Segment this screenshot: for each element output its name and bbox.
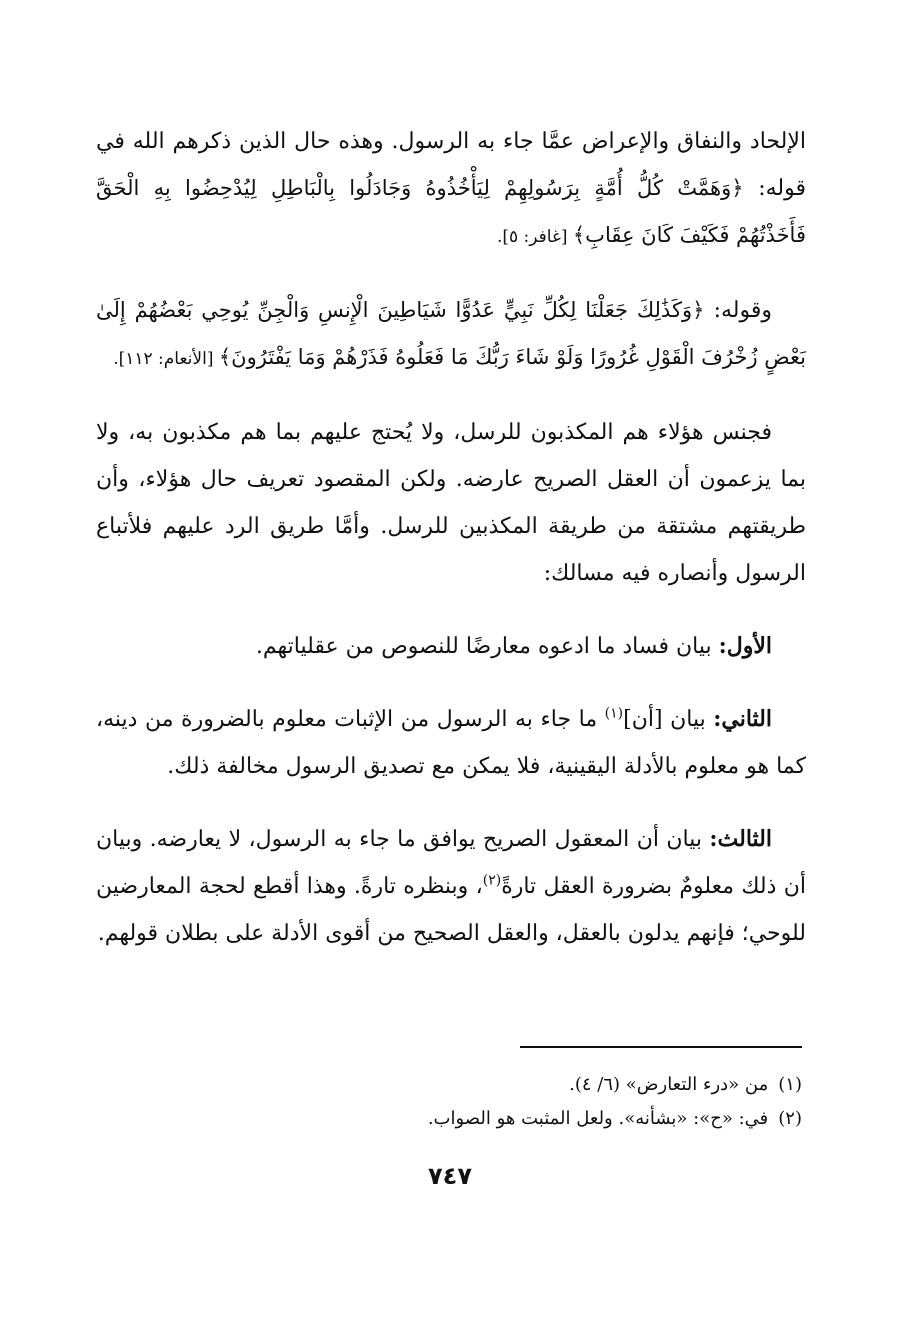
quran-verse-ghafir: ﴿وَهَمَّتْ كُلُّ أُمَّةٍ بِرَسُولِهِمْ لِيَأْخُذُوهُ وَجَادَلُوا بِالْبَاطِلِ لِيُدْحِضُوا بِهِ الْحَقَّ فَأَخَذْتُهُمْ فَكَيْفَ كَانَ عِقَابِ﴾	[96, 176, 806, 247]
paragraph-first-approach	[96, 623, 806, 670]
first-approach-text: بيان فساد ما ادعوه معارضًا للنصوص من عقلياتهم.	[255, 634, 719, 659]
paragraph-3	[96, 409, 806, 597]
second-approach-text-a: بيان [أن]	[623, 707, 714, 732]
paragraph-third-approach	[96, 816, 806, 957]
page-body	[96, 118, 806, 983]
third-approach-text-a: بيان أن المعقول الصريح يوافق ما جاء به الرسول، لا يعارضه. وبيان أن ذلك معلومٌ بضرورة العقل تارةً	[96, 827, 806, 899]
footnote-1-text: من «درء التعارض» (٦/ ٤).	[569, 1074, 769, 1095]
footnotes	[96, 1068, 802, 1136]
paragraph-2	[96, 287, 806, 383]
verse-reference-ghafir: [غافر: ٥].	[496, 227, 573, 247]
footnote-2	[96, 1102, 802, 1136]
paragraph-2-intro: وقوله:	[704, 298, 772, 323]
third-approach-lead: الثالث:	[709, 826, 772, 852]
paragraph-1-intro: الإلحاد والنفاق والإعراض عمَّا جاء به الرسول. وهذه حال الذين ذكرهم الله في قوله:	[96, 129, 806, 201]
paragraph-1	[96, 118, 806, 261]
footnote-2-number: (٢)	[778, 1108, 802, 1129]
second-approach-text-b: ما جاء به الرسول من الإثبات معلوم بالضرورة من دينه، كما هو معلوم بالأدلة اليقينية، فلا يمكن مع تصديق الرسول مخالفة ذلك.	[96, 707, 806, 779]
third-approach-text-b: ، وبنظره تارةً. وهذا أقطع لحجة المعارضين للوحي؛ فإنهم يدلون بالعقل، والعقل الصحيح من أقوى الأدلة على بطلان قولهم.	[96, 874, 806, 946]
second-approach-lead: الثاني:	[713, 706, 772, 732]
footnote-marker-2[interactable]: (٢)	[482, 872, 502, 889]
paragraph-second-approach	[96, 696, 806, 790]
footnote-1-number: (١)	[778, 1074, 802, 1095]
footnote-marker-1[interactable]: (١)	[604, 705, 624, 722]
paragraph-3-text: فجنس هؤلاء هم المكذبون للرسل، ولا يُحتج عليهم بما هم مكذبون به، ولا بما يزعمون أن العقل الصريح عارضه. ولكن المقصود تعريف حال هؤلاء، وأن طريقتهم مشتقة من طريقة المكذبين للرسل. وأمَّا طريق الرد عليهم فلأتباع الرسول وأنصاره فيه مسالك:	[96, 420, 806, 586]
quran-verse-anam: ﴿وَكَذَٰلِكَ جَعَلْنَا لِكُلِّ نَبِيٍّ عَدُوًّا شَيَاطِينَ الْإِنسِ وَالْجِنِّ يُوحِي بَعْضُهُمْ إِلَىٰ بَعْضٍ زُخْرُفَ الْقَوْلِ غُرُورًا وَلَوْ شَاءَ رَبُّكَ مَا فَعَلُوهُ فَذَرْهُمْ وَمَا يَفْتَرُونَ﴾	[96, 298, 806, 369]
footnote-separator	[520, 1046, 802, 1048]
footnote-2-text: في: «ح»: «بشأنه». ولعل المثبت هو الصواب.	[427, 1108, 769, 1129]
verse-reference-anam: [الأنعام: ١١٢].	[113, 349, 219, 369]
footnote-1	[96, 1068, 802, 1102]
page-number: ٧٤٧	[428, 1162, 472, 1190]
first-approach-lead: الأول:	[718, 633, 772, 659]
